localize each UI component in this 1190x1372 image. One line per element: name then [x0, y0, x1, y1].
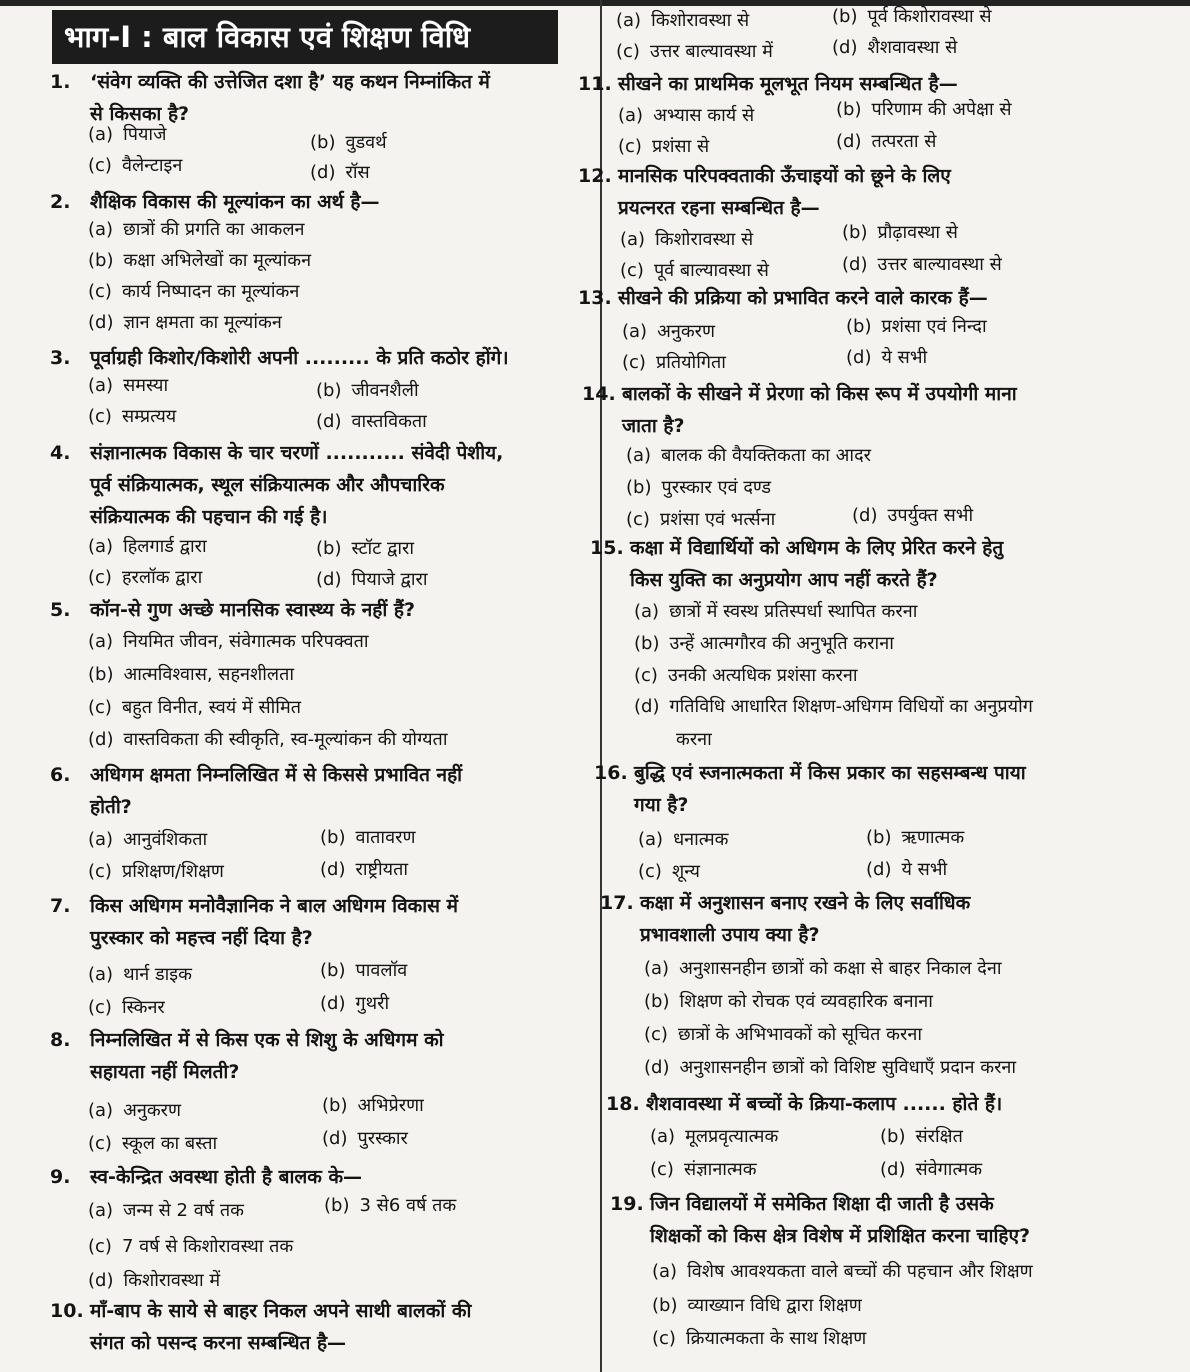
q8-option-b: (b) अभिप्रेरणा: [322, 1095, 424, 1116]
q15-option-a: (a) छात्रों में स्वस्थ प्रतिस्पर्धा स्थापित करना: [634, 601, 918, 622]
q4-option-a: (a) हिलगार्ड द्वारा: [88, 536, 207, 557]
q10-option-d: (d) शैशवावस्था से: [832, 37, 958, 58]
q11-option-d: (d) तत्परता से: [836, 131, 937, 152]
q18-option-a: (a) मूलप्रवृत्यात्मक: [650, 1126, 779, 1147]
q10-option-a: (a) किशोरावस्था से: [616, 10, 750, 31]
q18-option-d: (d) संवेगात्मक: [880, 1159, 983, 1180]
question-10: 10. माँ-बाप के साये से बाहर निकल अपने साथी बालकों की संगत को पसन्द करना सम्बन्धित है—: [50, 1300, 472, 1354]
q9-option-b: (b) 3 से6 वर्ष तक: [324, 1195, 457, 1216]
question-5: 5. कॉन-से गुण अच्छे मानसिक स्वास्थ्य के नहीं हैं?: [50, 599, 416, 621]
q19-option-a: (a) विशेष आवश्यकता वाले बच्चों की पहचान और शिक्षण: [652, 1261, 1033, 1282]
q5-option-a: (a) नियमित जीवन, संवेगात्मक परिपक्वता: [88, 631, 369, 652]
q17-option-a: (a) अनुशासनहीन छात्रों को कक्षा से बाहर निकाल देना: [644, 958, 1002, 979]
q17-option-b: (b) शिक्षण को रोचक एवं व्यवहारिक बनाना: [644, 991, 933, 1012]
q18-option-b: (b) संरक्षित: [880, 1126, 963, 1147]
question-6: 6. अधिगम क्षमता निम्नलिखित में से किससे प्रभावित नहीं होती?: [50, 764, 463, 818]
q12-option-d: (d) उत्तर बाल्यावस्था से: [842, 254, 1002, 275]
q5-option-b: (b) आत्मविश्वास, सहनशीलता: [88, 664, 295, 685]
question-3: 3. पूर्वाग्रही किशोर/किशोरी अपनी ......... के प्रति कठोर होंगे।: [50, 347, 509, 369]
q6-option-d: (d) राष्ट्रीयता: [320, 859, 409, 880]
section-title: भाग-I : बाल विकास एवं शिक्षण विधि: [52, 10, 558, 64]
q11-option-a: (a) अभ्यास कार्य से: [618, 105, 755, 126]
q1-option-b: (b) वुडवर्थ: [310, 132, 387, 153]
q12-option-c: (c) पूर्व बाल्यावस्था से: [620, 260, 769, 281]
q8-option-d: (d) पुरस्कार: [322, 1128, 408, 1149]
q6-option-c: (c) प्रशिक्षण/शिक्षण: [88, 861, 224, 882]
q19-option-b: (b) व्याख्यान विधि द्वारा शिक्षण: [652, 1295, 862, 1316]
q14-option-c: (c) प्रशंसा एवं भर्त्सना: [626, 509, 776, 530]
q2-option-c: (c) कार्य निष्पादन का मूल्यांकन: [88, 281, 300, 302]
q17-option-d: (d) अनुशासनहीन छात्रों को विशिष्ट सुविधाएँ प्रदान करना: [644, 1057, 1017, 1078]
q16-option-b: (b) ऋणात्मक: [866, 827, 965, 848]
question-11: 11. सीखने का प्राथमिक मूलभूत नियम सम्बन्धित है—: [578, 73, 958, 95]
question-7: 7. किस अधिगम मनोवैज्ञानिक ने बाल अधिगम विकास में पुरस्कार को महत्त्व नहीं दिया है?: [50, 895, 458, 949]
q5-option-d: (d) वास्तविकता की स्वीकृति, स्व-मूल्यांकन की योग्यता: [88, 729, 448, 750]
q15-option-c: (c) उनकी अत्यधिक प्रशंसा करना: [634, 665, 858, 686]
question-9: 9. स्व-केन्द्रित अवस्था होती है बालक के—: [50, 1166, 363, 1188]
q13-option-c: (c) प्रतियोगिता: [622, 352, 726, 373]
question-13: 13. सीखने की प्रक्रिया को प्रभावित करने वाले कारक हैं—: [578, 287, 988, 309]
question-15: 15. कक्षा में विद्यार्थियों को अधिगम के लिए प्रेरित करने हेतु किस युक्ति का अनुप्रयोग आप नहीं करते हैं?: [590, 537, 1004, 591]
q10-option-b: (b) पूर्व किशोरावस्था से: [832, 6, 992, 27]
q11-option-b: (b) परिणाम की अपेक्षा से: [836, 99, 1012, 120]
question-16: 16. बुद्धि एवं स्जनात्मकता में किस प्रकार का सहसम्बन्ध पाया गया है?: [594, 762, 1026, 816]
q3-option-a: (a) समस्या: [88, 375, 169, 396]
q16-option-a: (a) धनात्मक: [638, 829, 729, 850]
q14-option-a: (a) बालक की वैयक्तिकता का आदर: [626, 445, 871, 466]
q5-option-c: (c) बहुत विनीत, स्वयं में सीमित: [88, 697, 301, 718]
q9-option-a: (a) जन्म से 2 वर्ष तक: [88, 1200, 244, 1221]
q15-option-d-continued: करना: [676, 729, 712, 750]
q13-option-a: (a) अनुकरण: [622, 321, 716, 342]
q12-option-b: (b) प्रौढ़ावस्था से: [842, 222, 958, 243]
q8-option-a: (a) अनुकरण: [88, 1100, 182, 1121]
question-2: 2. शैक्षिक विकास की मूल्यांकन का अर्थ है—: [50, 191, 380, 213]
question-1: 1. ‘संवेग व्यक्ति की उत्तेजित दशा है’ यह कथन निम्नांकित में से किसका है?: [50, 71, 490, 125]
q12-option-a: (a) किशोरावस्था से: [620, 229, 754, 250]
question-17: 17. कक्षा में अनुशासन बनाए रखने के लिए सर्वाधिक प्रभावशाली उपाय क्या है?: [600, 892, 971, 946]
q11-option-c: (c) प्रशंसा से: [618, 136, 710, 157]
q3-option-d: (d) वास्तविकता: [316, 411, 427, 432]
q13-option-d: (d) ये सभी: [846, 347, 928, 368]
q15-option-b: (b) उन्हें आत्मगौरव की अनुभूति कराना: [634, 633, 894, 654]
q2-option-b: (b) कक्षा अभिलेखों का मूल्यांकन: [88, 250, 312, 271]
q2-option-d: (d) ज्ञान क्षमता का मूल्यांकन: [88, 312, 282, 333]
q3-option-b: (b) जीवनशैली: [316, 380, 419, 401]
q6-option-a: (a) आनुवंशिकता: [88, 829, 208, 850]
question-18: 18. शैशवावस्था में बच्चों के क्रिया-कलाप ...... होते हैं।: [606, 1093, 1003, 1115]
q1-option-d: (d) रॉस: [310, 162, 370, 183]
q3-option-c: (c) सम्प्रत्यय: [88, 406, 177, 427]
q4-option-b: (b) स्टॉट द्वारा: [316, 538, 415, 559]
q2-option-a: (a) छात्रों की प्रगति का आकलन: [88, 219, 305, 240]
q4-option-d: (d) पियाजे द्वारा: [316, 569, 428, 590]
q1-option-c: (c) वैलेन्टाइन: [88, 155, 183, 176]
q10-option-c: (c) उत्तर बाल्यावस्था में: [616, 41, 773, 62]
q6-option-b: (b) वातावरण: [320, 827, 416, 848]
question-12: 12. मानसिक परिपक्वताकी ऊँचाइयों को छूने के लिए प्रयत्नरत रहना सम्बन्धित है—: [578, 165, 951, 219]
top-border: [0, 0, 1190, 6]
q13-option-b: (b) प्रशंसा एवं निन्दा: [846, 316, 987, 337]
q15-option-d: (d) गतिविधि आधारित शिक्षण-अधिगम विधियों का अनुप्रयोग: [634, 696, 1033, 717]
question-19: 19. जिन विद्यालयों में समेकित शिक्षा दी जाती है उसके शिक्षकों को किस क्षेत्र विशेष में प्रशिक्षित करना चाहिए?: [610, 1193, 1031, 1247]
q14-option-b: (b) पुरस्कार एवं दण्ड: [626, 477, 772, 498]
q7-option-c: (c) स्किनर: [88, 997, 165, 1018]
q16-option-d: (d) ये सभी: [866, 859, 948, 880]
question-8: 8. निम्नलिखित में से किस एक से शिशु के अधिगम को सहायता नहीं मिलती?: [50, 1029, 444, 1083]
q9-option-c: (c) 7 वर्ष से किशोरावस्था तक: [88, 1236, 294, 1257]
q8-option-c: (c) स्कूल का बस्ता: [88, 1133, 218, 1154]
q4-option-c: (c) हरलॉक द्वारा: [88, 567, 203, 588]
q7-option-b: (b) पावलॉव: [320, 960, 408, 981]
q9-option-d: (d) किशोरावस्था में: [88, 1270, 221, 1291]
q7-option-a: (a) थार्न डाइक: [88, 964, 192, 985]
q7-option-d: (d) गुथरी: [320, 993, 390, 1014]
q1-option-a: (a) पियाजे: [88, 124, 167, 145]
q14-option-d: (d) उपर्युक्त सभी: [852, 505, 974, 526]
q17-option-c: (c) छात्रों के अभिभावकों को सूचित करना: [644, 1024, 922, 1045]
question-4: 4. संज्ञानात्मक विकास के चार चरणों ........... संवेदी पेशीय, पूर्व संक्रियात्मक, स्थूल संक्रियात्मक और औपचारिक संक्रियात्मक की पहचान की गई है।: [50, 442, 504, 528]
q16-option-c: (c) शून्य: [638, 861, 700, 882]
question-14: 14. बालकों के सीखने में प्रेरणा को किस रूप में उपयोगी माना जाता है?: [582, 383, 1017, 437]
q19-option-c: (c) क्रियात्मकता के साथ शिक्षण: [652, 1328, 867, 1349]
q18-option-c: (c) संज्ञानात्मक: [650, 1159, 757, 1180]
